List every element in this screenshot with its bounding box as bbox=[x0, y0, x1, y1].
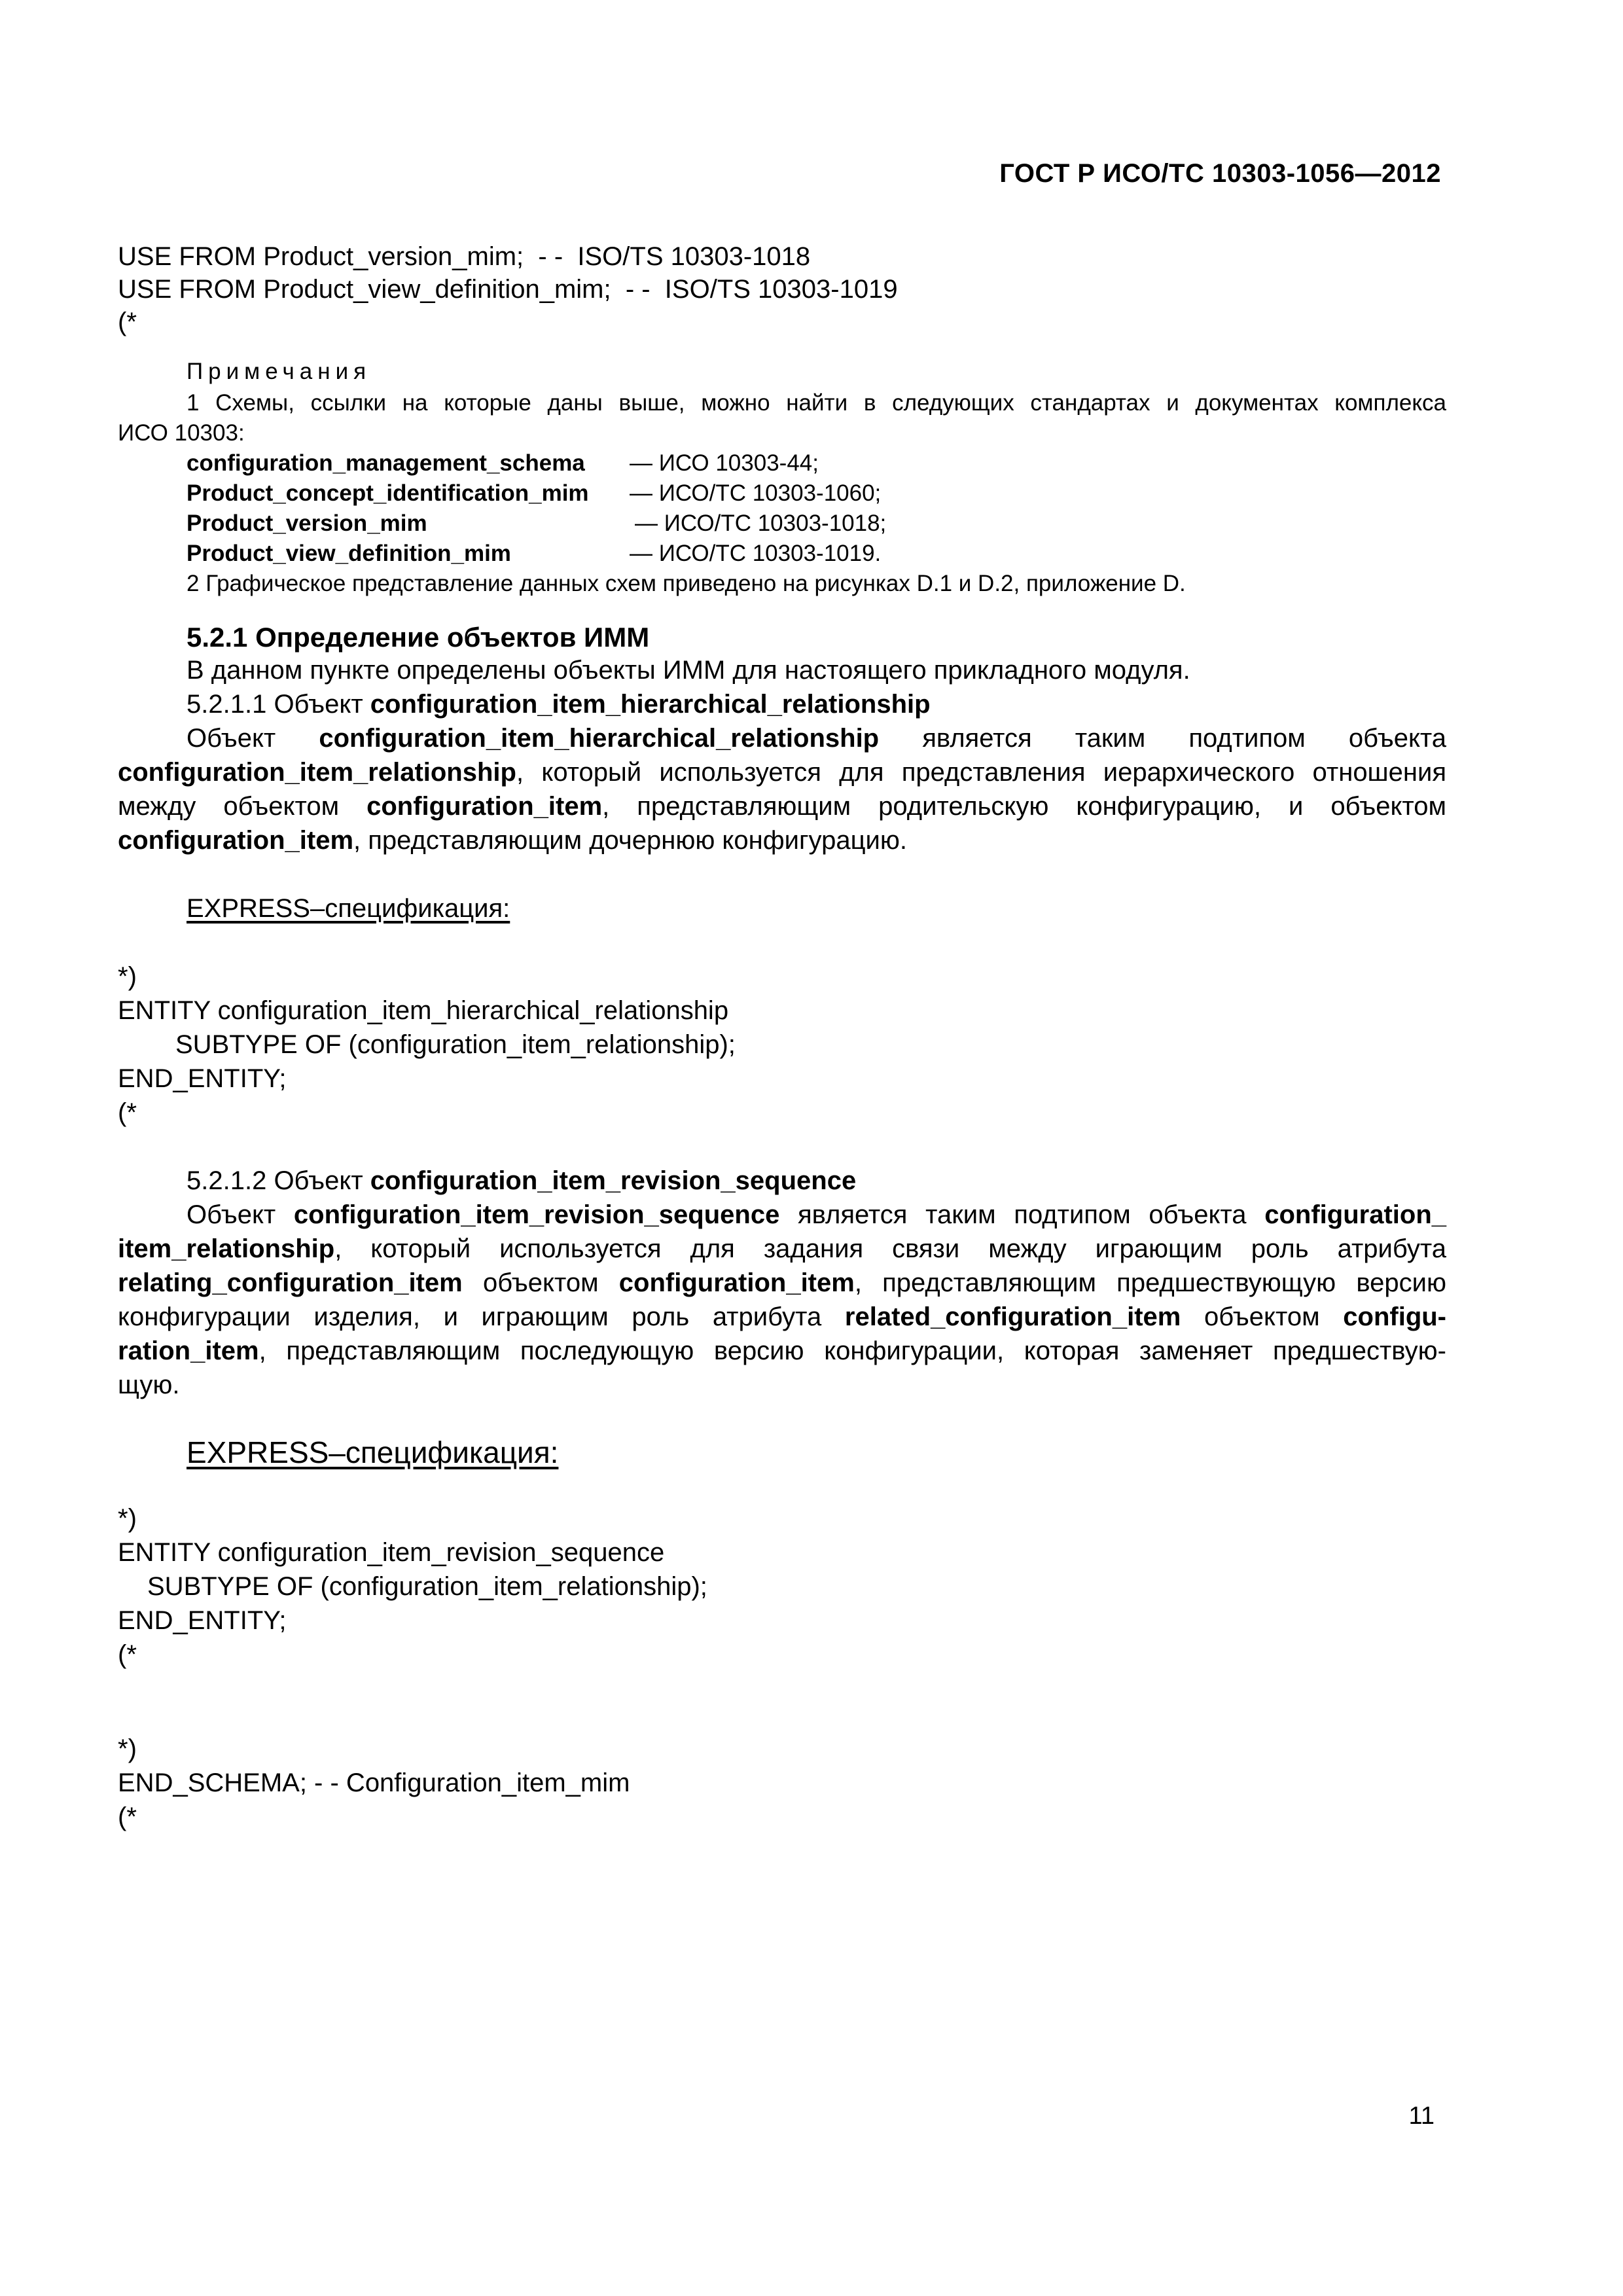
comment-open: (* bbox=[118, 308, 137, 336]
entity-line: END_ENTITY; bbox=[118, 1064, 287, 1093]
ref-value: — ИСО 10303-44; bbox=[630, 450, 819, 476]
paragraph-line: relating_configuration_item объектом configuration_item, представляющим предшествующую версию bbox=[118, 1268, 1446, 1297]
ref-value: — ИСО/ТС 10303-1019. bbox=[630, 541, 882, 566]
notes-title: Примечания bbox=[187, 359, 372, 384]
comment-open: (* bbox=[118, 1098, 137, 1127]
paragraph-line: item_relationship, который используется для задания связи между играющим роль атрибута bbox=[118, 1234, 1446, 1263]
page-header: ГОСТ Р ИСО/ТС 10303-1056—2012 bbox=[999, 159, 1441, 188]
entity-line: SUBTYPE OF (configuration_item_relationship); bbox=[147, 1572, 707, 1601]
ref-value: — ИСО/ТС 10303-1060; bbox=[630, 480, 882, 506]
end-schema-line: END_SCHEMA; - - Configuration_item_mim bbox=[118, 1768, 630, 1797]
paragraph-line: конфигурации изделия, и играющим роль атрибута related_configuration_item объектом configu- bbox=[118, 1302, 1446, 1331]
paragraph-line: configuration_item_relationship, который используется для представления иерархического отношения bbox=[118, 758, 1446, 787]
express-label: EXPRESS–спецификация: bbox=[187, 1435, 559, 1469]
ref-name: Product_concept_identification_mim bbox=[187, 480, 589, 506]
note-1: 1 Схемы, ссылки на которые даны выше, можно найти в следующих стандартах и документах комплекса bbox=[187, 390, 1446, 416]
entity-line: SUBTYPE OF (configuration_item_relationship); bbox=[175, 1030, 736, 1059]
express-label: EXPRESS–спецификация: bbox=[187, 894, 510, 923]
comment-close: *) bbox=[118, 1504, 137, 1533]
comment-open: (* bbox=[118, 1640, 137, 1669]
paragraph-line: configuration_item, представляющим дочернюю конфигурацию. bbox=[118, 826, 907, 855]
note-1-cont: ИСО 10303: bbox=[118, 420, 245, 446]
use-from-line: USE FROM Product_version_mim; - - ISO/TS 10303-1018 bbox=[118, 242, 811, 271]
section-intro: В данном пункте определены объекты ИММ для настоящего прикладного модуля. bbox=[187, 656, 1190, 685]
entity-line: END_ENTITY; bbox=[118, 1606, 287, 1635]
note-2: 2 Графическое представление данных схем приведено на рисунках D.1 и D.2, приложение D. bbox=[187, 571, 1186, 596]
paragraph-line: Объект configuration_item_hierarchical_relationship является таким подтипом объекта bbox=[187, 724, 1447, 753]
paragraph-line: Объект configuration_item_revision_sequence является таким подтипом объекта configuration_ bbox=[187, 1200, 1446, 1229]
comment-close: *) bbox=[118, 1734, 137, 1763]
paragraph-line: ration_item, представляющим последующую версию конфигурации, которая заменяет предшествую- bbox=[118, 1336, 1446, 1365]
paragraph-line: между объектом configuration_item, представляющим родительскую конфигурацию, и объектом bbox=[118, 792, 1447, 821]
entity-line: ENTITY configuration_item_revision_sequence bbox=[118, 1538, 665, 1567]
subsection-heading: 5.2.1.1 Объект configuration_item_hierarchical_relationship bbox=[187, 690, 931, 719]
ref-name: Product_version_mim bbox=[187, 511, 427, 536]
paragraph-line: щую. bbox=[118, 1371, 180, 1399]
ref-value: — ИСО/ТС 10303-1018; bbox=[635, 511, 887, 536]
ref-name: Product_view_definition_mim bbox=[187, 541, 511, 566]
section-heading: 5.2.1 Определение объектов ИММ bbox=[187, 622, 650, 653]
use-from-line: USE FROM Product_view_definition_mim; - - ISO/TS 10303-1019 bbox=[118, 275, 898, 304]
comment-open: (* bbox=[118, 1803, 137, 1831]
comment-close: *) bbox=[118, 962, 137, 991]
ref-name: configuration_management_schema bbox=[187, 450, 585, 476]
entity-line: ENTITY configuration_item_hierarchical_relationship bbox=[118, 996, 729, 1025]
subsection-heading: 5.2.1.2 Объект configuration_item_revision_sequence bbox=[187, 1166, 857, 1195]
page-number: 11 bbox=[1408, 2102, 1435, 2130]
